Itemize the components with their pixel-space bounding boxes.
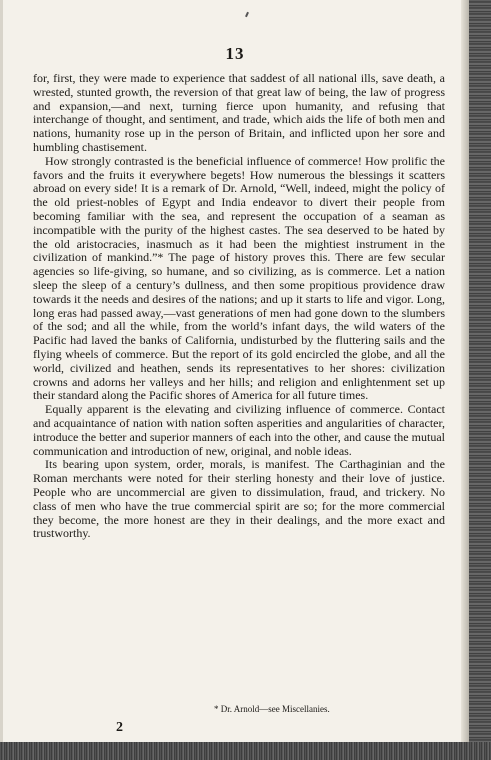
- body-text: [33, 72, 445, 541]
- paragraph: Equally apparent is the elevating and civilizing influence of commerce. Contact and acquaintance of nation with nation soften asperities and angularities of character, introduce the better and superior manners of each into the other, and cause the mutual communication and introduction of new, original, and noble ideas.: [33, 402, 445, 458]
- paragraph: How strongly contrasted is the beneficial influence of commerce! How prolific the favors and the fruits it everywhere begets! How numerous the blessings it scatters abroad on every side! It is a remark of Dr. Arnold, “Well, indeed, might the policy of the old priest-nobles of Egypt and India endeavor to divert their people from becoming familiar with the sea, and represent the occupation of a seaman as incompatible with the purity of the highest castes. The sea deserved to be hated by the old aristocracies, inasmuch as it had been the mightiest instrument in the civilization of mankind.”* The page of history proves this. There are few secular agencies so life-giving, so humane, and so civilizing, as is commerce. Let a nation sleep the sleep of a century’s dullness, and then some propitious providence draw towards it the needs and desires of the nations; and up it starts to life and vigor. Long, long eras had passed away,—vast generations of men had gone down to the slumbers of the sod; and all the while, from the world’s infant days, the wild waters of the Pacific had laved the banks of California, undisturbed by the fluttering sails and the flying wheels of commerce. But the report of its gold encircled the globe, and all the world, civilized and heathen, sends its representatives to her shores: civilization crowns and adorns her valleys and her hills; and religion and enlightenment set up their standard along the Pacific shores of America for all future times.: [33, 153, 445, 403]
- left-page-edge: [0, 0, 3, 760]
- footnote: * Dr. Arnold—see Miscellanies.: [214, 704, 330, 714]
- ink-mark: [245, 12, 249, 17]
- page-number: 13: [225, 44, 245, 63]
- right-scan-border: [469, 0, 491, 760]
- page-shadow: [461, 0, 469, 760]
- paragraph: Its bearing upon system, order, morals, is manifest. The Carthaginian and the Roman merchants were noted for their sterling honesty and their love of justice. People who are uncommercial are given to dissimulation, fraud, and trickery. No class of men who have the true commercial spirit are so; for the more commercial they become, the more honest are they in their dealings, and the more exact and trustworthy.: [33, 457, 445, 541]
- bottom-scan-border: [0, 742, 491, 760]
- paragraph: for, first, they were made to experience that saddest of all national ills, save death, a wrested, stunted growth, the reversion of that great law of being, the law of progress and expansion,—and next, turning fierce upon humanity, and refusing that interchange of thought, and sentiment, and trade, which aids the life of both men and nations, humanity rose up in the person of Britain, and inflicted upon her sore and humbling chastisement.: [33, 71, 445, 154]
- signature-mark: 2: [116, 720, 123, 735]
